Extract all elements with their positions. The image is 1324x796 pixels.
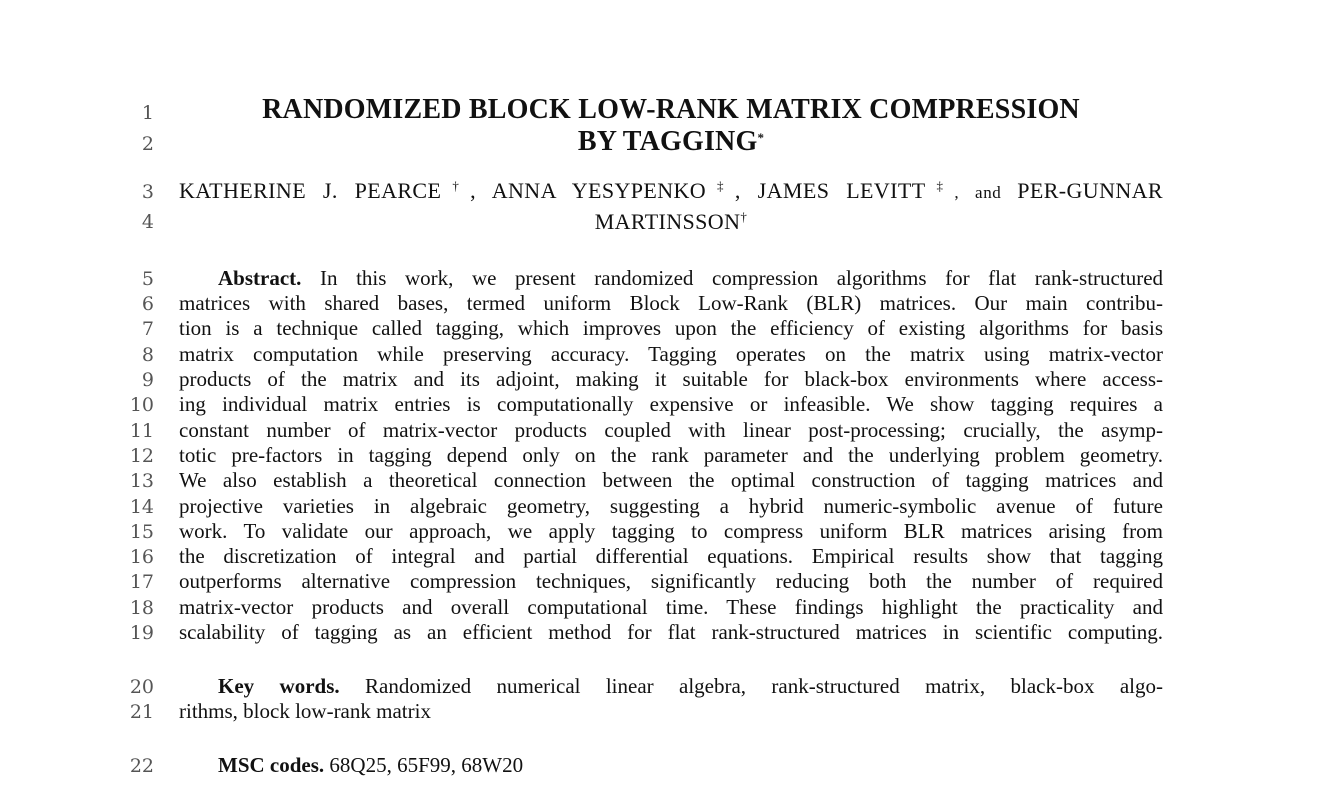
abstract-line: the discretization of integral and partial differential equations. Empirical results show that tagging [179,544,1163,568]
abstract-line: outperforms alternative compression techniques, significantly reducing both the number of required [179,569,1163,593]
keywords-heading: Key words. [218,674,340,698]
line-number: 16 [129,546,154,568]
title-text: RANDOMIZED BLOCK LOW-RANK MATRIX COMPRESSION [262,94,1080,125]
abstract-line: We also establish a theoretical connection between the optimal construction of tagging matrices and [179,468,1163,492]
abstract-heading: Abstract. [218,266,302,290]
line-number: 14 [129,496,154,518]
author-separator: , [470,178,492,203]
line-number: 4 [141,211,154,233]
line-number: 2 [141,133,154,155]
affiliation-mark: † [740,209,748,224]
author-name: KATHERINE J. PEARCE [179,178,442,203]
line-number: 12 [129,445,154,467]
keywords-line [179,676,1163,697]
abstract-line: projective varieties in algebraic geometry, suggesting a hybrid numeric-symbolic avenue of future [179,494,1163,518]
author-name: PER-GUNNAR [1017,178,1164,203]
line-number: 5 [141,268,154,290]
line-number: 9 [141,369,154,391]
line-number: 10 [129,394,154,416]
author-name: JAMES LEVITT [757,178,926,203]
line-number: 8 [141,344,154,366]
abstract-line: matrices with shared bases, termed uniform Block Low-Rank (BLR) matrices. Our main contribu- [179,291,1163,315]
abstract-text: In this work, we present randomized compression algorithms for flat rank-structured [320,266,1164,290]
line-number: 20 [129,676,154,698]
line-number: 11 [129,420,154,442]
abstract-line: work. To validate our approach, we apply tagging to compress uniform BLR matrices arising from [179,519,1163,543]
author-line-1 [179,180,1163,202]
msc-heading: MSC codes. [218,753,325,777]
line-number: 19 [129,622,154,644]
paper-title-line-2 [179,128,1163,156]
abstract-line: matrix-vector products and overall computational time. These findings highlight the practicality and [179,595,1163,619]
line-number: 21 [129,701,154,723]
abstract-line: products of the matrix and its adjoint, making it suitable for black-box environments where access- [179,367,1163,391]
affiliation-mark: † [441,178,471,193]
affiliation-mark: ‡ [706,178,735,193]
abstract-line: matrix computation while preserving accuracy. Tagging operates on the matrix using matrix-vector [179,342,1163,366]
abstract-line: ing individual matrix entries is computationally expensive or infeasible. We show tagging requires a [179,392,1163,416]
line-number: 15 [129,521,154,543]
abstract-line [179,268,1163,289]
line-number: 7 [141,318,154,340]
paper-title-line-1 [179,96,1163,124]
msc-codes: 68Q25, 65F99, 68W20 [329,753,524,777]
keywords-text: Randomized numerical linear algebra, rank-structured matrix, black-box algo- [365,674,1164,698]
msc-line [179,755,1163,776]
author-line-2 [179,211,1163,233]
abstract-line: totic pre-factors in tagging depend only on the rank parameter and the underlying problem geometry. [179,443,1163,467]
keywords-line: rithms, block low-rank matrix [179,699,431,723]
author-conjunction: , and [954,183,1018,202]
abstract-line: constant number of matrix-vector products coupled with linear post-processing; crucially, the asymp- [179,418,1163,442]
affiliation-mark: ‡ [925,178,955,193]
author-separator: , [734,178,758,203]
author-name: MARTINSSON [594,209,741,234]
line-number: 3 [141,181,154,203]
abstract-line: tion is a technique called tagging, which improves upon the efficiency of existing algorithms for basis [179,316,1163,340]
line-number: 6 [141,293,154,315]
title-text: BY TAGGING [577,126,758,157]
line-number: 1 [141,102,154,124]
line-number: 17 [129,571,154,593]
line-number: 13 [129,470,154,492]
line-number: 22 [129,755,154,777]
author-name: ANNA YESYPENKO [491,178,707,203]
abstract-line: scalability of tagging as an efficient method for flat rank-structured matrices in scientific computing. [179,620,1163,644]
title-footnote-mark: * [757,130,765,145]
line-number: 18 [129,597,154,619]
